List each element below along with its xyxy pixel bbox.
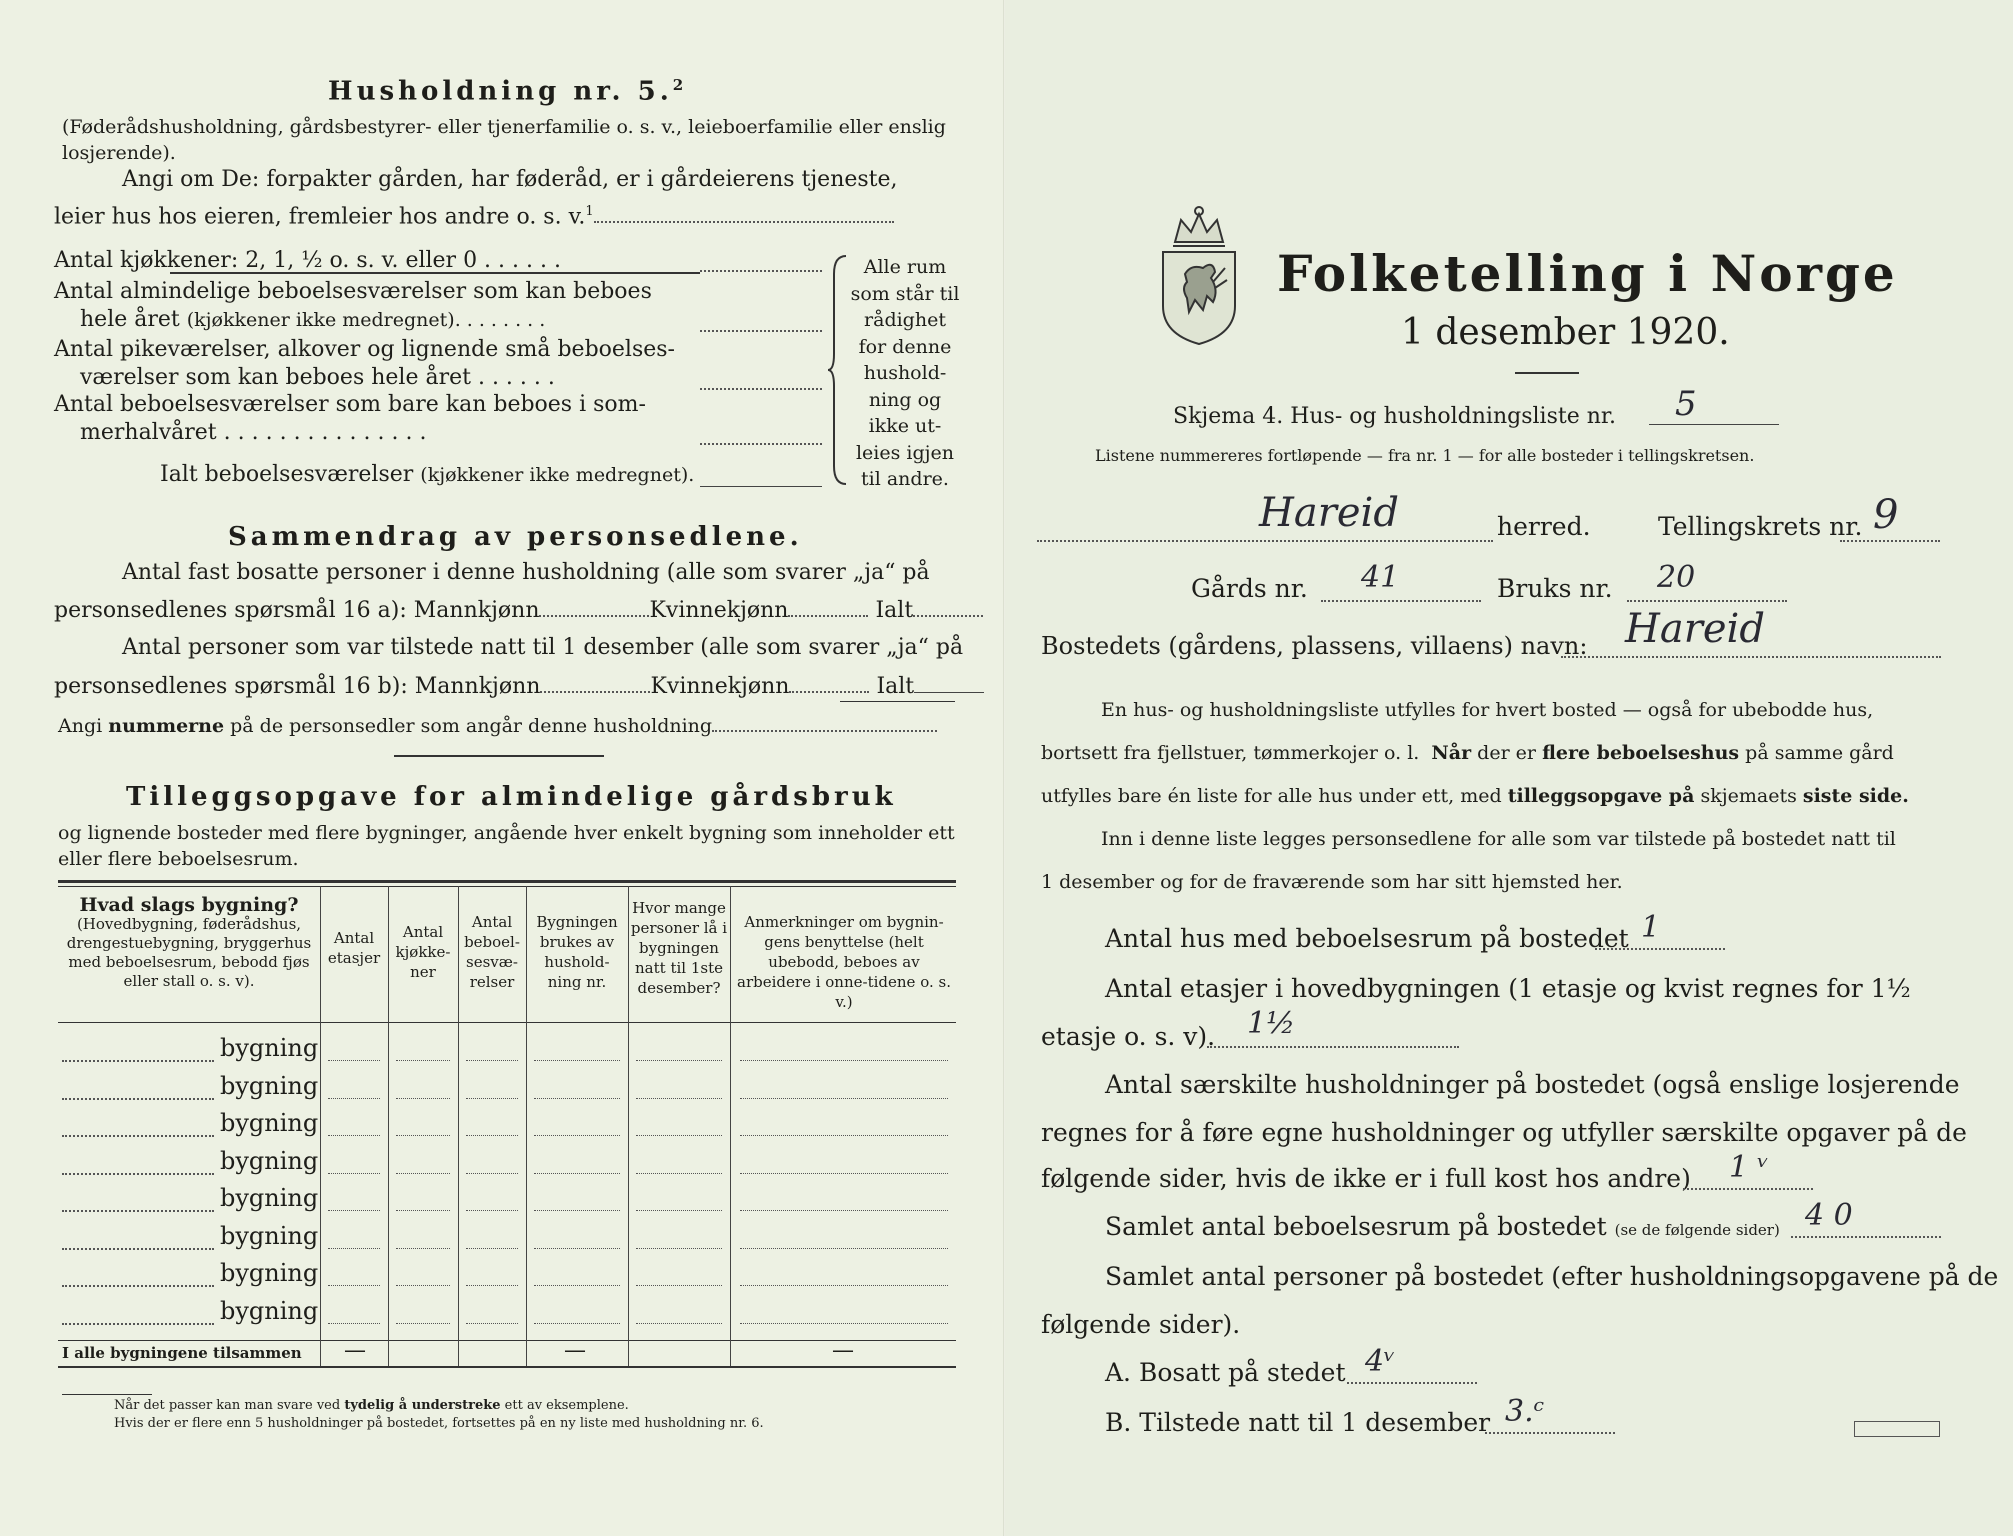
bygning-row-cell[interactable] [466,1098,518,1099]
tellingskrets-field[interactable] [1840,540,1940,542]
etasjer-line-1: Antal etasjer i hovedbygningen (1 etasje og kvist regnes for 1½ [1105,974,1911,1003]
household-intro-note: (Føderådshusholdning, gårdsbestyrer- eller tjenerfamilie o. s. v., leieboerfamilie eller enslig losjerende). [62,116,946,164]
bosatt-field[interactable] [1347,1382,1477,1384]
household-title: Husholdning nr. 5.$^2$ [328,76,688,107]
bygning-row-cell[interactable] [466,1173,518,1174]
bygning-row-label: bygning [220,1034,319,1062]
bygning-row-cell[interactable] [534,1173,620,1174]
bygning-row-cell[interactable] [534,1210,620,1211]
bygning-row-cell[interactable] [740,1135,948,1136]
samlet-pers-line-2: følgende sider). [1041,1310,1241,1339]
header-anmerkninger: Anmerkninger om bygnin-gens benyttelse (helt ubebodd, beboes av arbeidere i onne-tidene o. s. v.) [737,913,951,1011]
kjokkener-field[interactable] [700,270,822,272]
bosted-value: Hareid [1625,606,1765,652]
etasjer-field[interactable] [1207,1046,1459,1048]
tellingskrets-value: 9 [1873,492,1899,538]
saerskilte-field[interactable] [1683,1188,1813,1190]
tilstede-value: 3.ᶜ [1505,1394,1545,1429]
bosatt-value: 4ᵛ [1365,1344,1396,1379]
bygning-row-cell[interactable] [740,1210,948,1211]
bygning-row-label: bygning [220,1259,319,1287]
ialt-label: Ialt beboelsesværelser (kjøkkener ikke medregnet). [160,462,695,487]
bygning-row-cell[interactable] [328,1060,380,1061]
bygning-row-cell[interactable] [396,1323,450,1324]
header-kjokkener: Antal kjøkke-ner [395,923,451,981]
almindelige-label-1: Antal almindelige beboelsesværelser som kan beboes [54,279,652,304]
almindelige-field[interactable] [700,330,822,332]
header-personer: Hvor mange personer lå i bygningen natt til 1ste desember? [630,899,728,997]
pike-label-2: værelser som kan beboes hele året . . . . . . [80,365,555,390]
brace-icon [826,254,850,486]
bygning-row-cell[interactable] [396,1135,450,1136]
bygning-row-cell[interactable] [636,1323,722,1324]
tellingskrets-label: Tellingskrets nr. [1658,512,1863,541]
bygning-row-cell[interactable] [740,1060,948,1061]
bygning-row-label: bygning [220,1109,319,1137]
bygning-row-cell[interactable] [466,1248,518,1249]
antal-hus-value: 1 [1641,910,1661,945]
bygning-row-cell[interactable] [466,1285,518,1286]
bygning-row-cell[interactable] [396,1285,450,1286]
almindelige-label-2: hele året (kjøkkener ikke medregnet). . . . . . . . [80,307,546,332]
skjema-label: Skjema 4. Hus- og husholdningsliste nr. [1173,404,1616,429]
bygning-row-cell[interactable] [466,1210,518,1211]
tillegg-subtitle: og lignende bosteder med flere bygninger, angående hver enkelt bygning som inneholder ett eller flere beboelsesrum. [58,822,955,870]
bygning-row-cell[interactable] [534,1135,620,1136]
census-date: 1 desember 1920. [1401,312,1730,353]
herred-value: Hareid [1259,490,1399,536]
bygning-row-cell[interactable] [466,1323,518,1324]
bygning-row-cell[interactable] [534,1285,620,1286]
fast-line-1: Antal fast bosatte personer i denne husholdning (alle som svarer „ja“ på [122,560,930,585]
header-beboelsesvaerelser: Antal beboel-sesvæ-relser [464,913,520,991]
bosatt-label: A. Bosatt på stedet [1105,1358,1346,1387]
skjema-field[interactable] [1649,424,1779,425]
bygning-row-cell[interactable] [636,1135,722,1136]
bygning-row-cell[interactable] [328,1173,380,1174]
bygning-row-cell[interactable] [466,1135,518,1136]
coat-of-arms-icon [1155,202,1243,348]
info-line-5: 1 desember og for de fraværende som har sitt hjemsted her. [1041,871,1623,893]
bygning-row-cell[interactable] [740,1173,948,1174]
bygning-row-label: bygning [220,1221,319,1250]
gards-value: 41 [1361,560,1400,595]
bygning-row-cell[interactable] [328,1210,380,1211]
bygning-row-cell[interactable] [636,1285,722,1286]
bygning-row-label: bygning [220,1146,319,1175]
sommer-label-2: merhalvåret . . . . . . . . . . . . . . . [80,420,427,445]
tilstede-label: B. Tilstede natt til 1 desember [1105,1408,1491,1437]
etasjer-line-2: etasje o. s. v). [1041,1022,1216,1051]
bosted-label: Bostedets (gårdens, plassens, villaens) navn: [1041,632,1588,660]
bygning-row-cell[interactable] [534,1248,620,1249]
total-dash-husholdning: — [564,1338,586,1363]
left-page [0,0,1005,1536]
saerskilte-value: 1 ᵛ [1729,1150,1769,1185]
bygning-row-field[interactable] [62,1060,214,1062]
census-title: Folketelling i Norge [1277,244,1898,303]
bosted-field[interactable] [1561,656,1941,658]
angi-line-2: leier hus hos eieren, fremleier hos andre o. s. v.$^1$ [54,204,894,229]
bygning-row-label: bygning [220,1296,319,1325]
saerskilte-line-3: følgende sider, hvis de ikke er i full kost hos andre) [1041,1164,1691,1193]
tilstede-line-1: Antal personer som var tilstede natt til 1 desember (alle som svarer „ja“ på [122,635,964,660]
printer-stamp-icon [1854,1421,1940,1437]
tilstede-field[interactable] [1485,1432,1615,1434]
bygning-row-cell[interactable] [396,1098,450,1099]
listene-note: Listene nummereres fortløpende — fra nr. 1 — for alle bosteder i tellingskretsen. [1095,446,1755,465]
antal-hus-label: Antal hus med beboelsesrum på bostedet [1105,924,1629,953]
bygning-row-cell[interactable] [740,1248,948,1249]
footnote-1: Når det passer kan man svare ved tydelig å understreke ett av eksemplene. [114,1398,629,1413]
etasjer-value: 1½ [1247,1006,1296,1041]
bygning-row-label: bygning [220,1184,319,1212]
samlet-rum-label: Samlet antal beboelsesrum på bostedet (se de følgende sider) [1105,1212,1780,1241]
bruks-field[interactable] [1627,600,1787,602]
bygning-row-field[interactable] [62,1173,214,1175]
pike-field[interactable] [700,388,822,390]
samlet-pers-line-1: Samlet antal personer på bostedet (efter husholdningsopgavene på de [1105,1262,1999,1291]
bygning-row-cell[interactable] [328,1323,380,1324]
bygning-row-cell[interactable] [740,1323,948,1324]
gards-label: Gårds nr. [1191,574,1308,603]
bygning-row-cell[interactable] [534,1060,620,1061]
kjokkener-label: Antal kjøkkener: 2, 1, ½ o. s. v. eller 0 . . . . . . [54,248,561,273]
bygning-row-cell[interactable] [396,1210,450,1211]
bygning-row-cell[interactable] [636,1210,722,1211]
skjema-value: 5 [1675,384,1697,424]
bygning-row-cell[interactable] [328,1248,380,1249]
bygning-row-cell[interactable] [534,1098,620,1099]
bygning-row-field[interactable] [62,1098,214,1100]
fast-line-2: personsedlenes spørsmål 16 a): Mannkjønn Kvinnekjønn Ialt [54,598,983,623]
tilstede-line-2: personsedlenes spørsmål 16 b): Mannkjønn Kvinnekjønn Ialt [54,674,984,699]
bygning-row-cell[interactable] [396,1248,450,1249]
header-etasjer: Antal etasjer [327,929,381,967]
bygning-row-cell[interactable] [534,1323,620,1324]
pike-label-1: Antal pikeværelser, alkover og lignende små beboelses- [54,337,675,362]
info-line-2: bortsett fra fjellstuer, tømmerkojer o. l. Når der er flere beboelseshus på samme gård [1041,742,1894,764]
total-row-label: I alle bygningene tilsammen [62,1344,302,1362]
sommer-label-1: Antal beboelsesværelser som bare kan beboes i som- [54,392,646,417]
angi-nummer-line: Angi nummerne på de personsedler som angår denne husholdning [58,715,937,737]
bygning-row-cell[interactable] [396,1173,450,1174]
info-line-4: Inn i denne liste legges personsedlene for alle som var tilstede på bostedet natt til [1101,828,1896,850]
antal-hus-field[interactable] [1595,948,1725,950]
info-line-3: utfylles bare én liste for alle hus under ett, med tilleggsopgave på skjemaets siste side. [1041,785,1909,807]
bygning-row-label: bygning [220,1071,319,1100]
header-husholdning-nr: Bygningen brukes av hushold-ning nr. [536,913,618,991]
total-dash-anmerkninger: — [832,1338,854,1363]
bracket-note: Alle rum som står til rådighet for denne hushold- ning og ikke ut- leies igjen til andre. [850,256,960,490]
bygning-row-field[interactable] [62,1210,214,1212]
herred-field[interactable] [1037,540,1493,542]
bygning-row-field[interactable] [62,1285,214,1287]
bygning-row-cell[interactable] [636,1173,722,1174]
bygning-row-cell[interactable] [328,1098,380,1099]
bruks-value: 20 [1657,560,1696,595]
angi-line-1: Angi om De: forpakter gården, har føderåd, er i gårdeierens tjeneste, [122,167,898,192]
bygning-row-cell[interactable] [328,1285,380,1286]
sammendrag-title: Sammendrag av personsedlene. [228,522,803,552]
bruks-label: Bruks nr. [1497,574,1613,603]
saerskilte-line-2: regnes for å føre egne husholdninger og utfyller særskilte opgaver på de [1041,1118,1967,1147]
samlet-rum-value: 4 0 [1805,1198,1853,1233]
bygning-row-cell[interactable] [636,1248,722,1249]
bygning-row-cell[interactable] [636,1098,722,1099]
footnote-2: Hvis der er flere enn 5 husholdninger på bostedet, fortsettes på en ny liste med husholdning nr. 6. [114,1416,764,1431]
bygning-row-field[interactable] [62,1323,214,1325]
bygning-row-cell[interactable] [328,1135,380,1136]
bygning-row-cell[interactable] [636,1060,722,1061]
right-page [1005,0,2013,1536]
info-line-1: En hus- og husholdningsliste utfylles for hvert bosted — også for ubebodde hus, [1101,699,1874,721]
bygning-row-field[interactable] [62,1135,214,1137]
bygning-row-cell[interactable] [396,1060,450,1061]
sommer-field[interactable] [700,443,822,445]
bygning-row-cell[interactable] [466,1060,518,1061]
bygning-row-field[interactable] [62,1248,214,1250]
bygning-row-cell[interactable] [740,1285,948,1286]
total-dash-etasjer: — [344,1338,366,1363]
saerskilte-line-1: Antal særskilte husholdninger på bostedet (også enslige losjerende [1105,1070,1960,1099]
tillegg-title: Tilleggsopgave for almindelige gårdsbruk [126,782,897,812]
header-building-type: Hvad slags bygning? (Hovedbygning, føderådshus, drengestuebygning, bryggerhus med beboelsesrum, bebodd fjøs eller stall o. s. v). [66,894,312,990]
ialt-field[interactable] [700,486,822,487]
bygning-row-cell[interactable] [740,1098,948,1099]
herred-label: herred. [1497,512,1591,541]
samlet-rum-field[interactable] [1791,1236,1941,1238]
gards-field[interactable] [1321,600,1481,602]
